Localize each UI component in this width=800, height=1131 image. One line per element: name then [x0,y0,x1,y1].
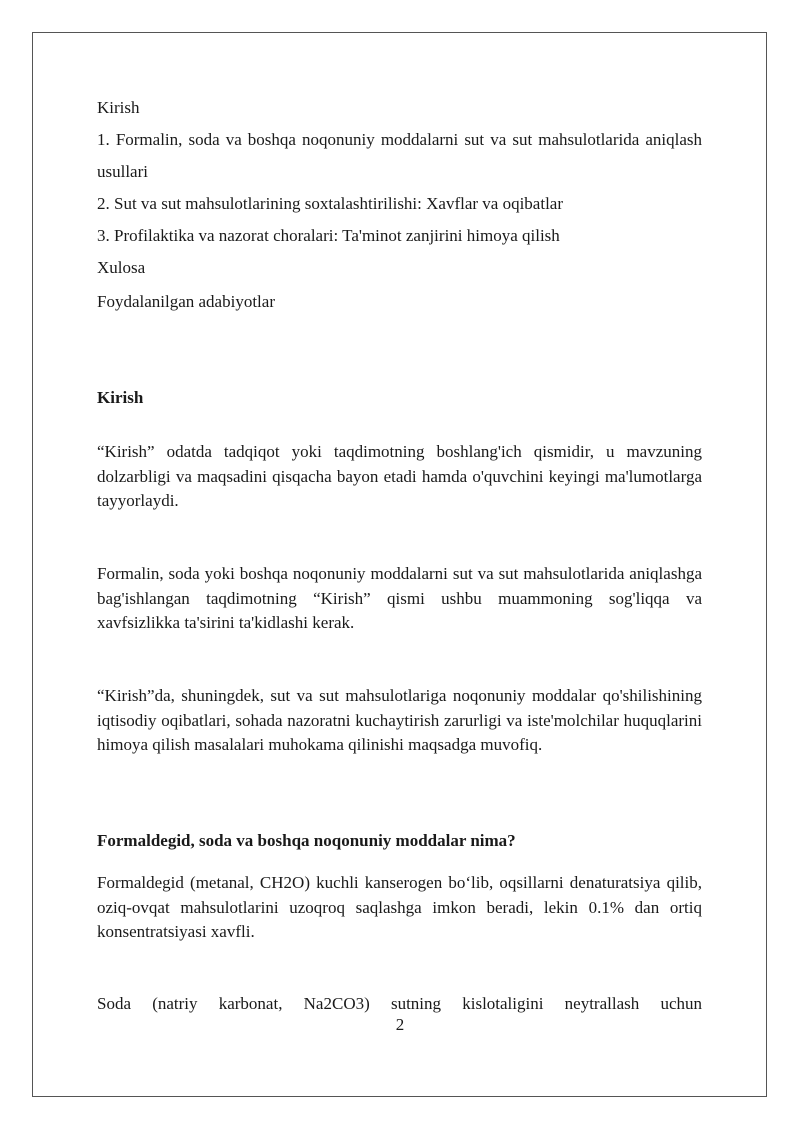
intro-paragraph-3: “Kirish”da, shuningdek, sut va sut mahsulotlariga noqonuniy moddalar qo'shilishining iqtisodiy oqibatlari, sohada nazoratni kuchaytirish zarurligi va iste'molchilar huquqlarini himoya qilish masalalari muhokama qilinishi maqsadga muvofiq. [97,686,702,754]
toc-item-3: 3. Profilaktika va nazorat choralari: Ta'minot zanjirini himoya qilish [97,226,560,245]
toc-item-xulosa: Xulosa [97,258,146,277]
toc-item-adabiyotlar: Foydalanilgan adabiyotlar [97,292,275,311]
intro-paragraph-1: “Kirish” odatda tadqiqot yoki taqdimotning boshlang'ich qismidir, u mavzuning dolzarbligi va maqsadini qisqacha bayon etadi hamda o'quvchini keyingi ma'lumotlarga tayyorlaydi. [97,442,702,510]
section-heading-substances: Formaldegid, soda va boshqa noqonuniy moddalar nima? [97,831,516,850]
toc-item-kirish: Kirish [97,98,140,117]
substances-paragraph-1: Formaldegid (metanal, CH2O) kuchli kanserogen bo‘lib, oqsillarni denaturatsiya qilib, oziq-ovqat mahsulotlarini uzoqroq saqlashga imkon beradi, lekin 0.1% dan ortiq konsentratsiyasi xavfli. [97,873,702,941]
toc-item-1: 1. Formalin, soda va boshqa noqonuniy moddalarni sut va sut mahsulotlarida aniqlash usullari [97,130,702,181]
substances-paragraph-2: Soda (natriy karbonat, Na2CO3) sutning kislotaligini neytrallash uchun [97,994,702,1013]
toc-item-2: 2. Sut va sut mahsulotlarining soxtalashtirilishi: Xavflar va oqibatlar [97,194,564,213]
intro-paragraph-2: Formalin, soda yoki boshqa noqonuniy moddalarni sut va sut mahsulotlarida aniqlashga bag'ishlangan taqdimotning “Kirish” qismi ushbu muammoning sog'liqqa va xavfsizlikka ta'sirini ta'kidlashi kerak. [97,564,702,632]
section-heading-kirish: Kirish [97,388,144,407]
page-number: 2 [395,1015,405,1034]
